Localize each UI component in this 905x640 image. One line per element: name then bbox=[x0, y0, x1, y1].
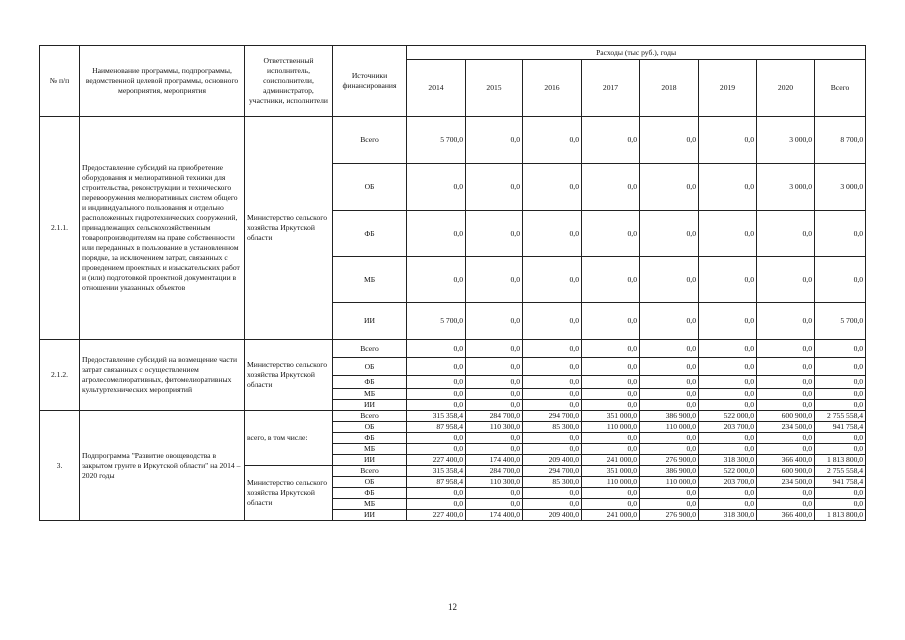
budget-table bbox=[39, 45, 866, 521]
funding-source: ФБ bbox=[333, 433, 407, 444]
amount-cell: 0,0 bbox=[466, 499, 523, 510]
amount-cell: 522 000,0 bbox=[699, 466, 757, 477]
amount-total-cell: 941 758,4 bbox=[815, 422, 866, 433]
header-row-top bbox=[40, 46, 866, 60]
amount-cell: 174 400,0 bbox=[466, 455, 523, 466]
amount-cell: 284 700,0 bbox=[466, 411, 523, 422]
amount-cell: 0,0 bbox=[582, 389, 640, 400]
amount-cell: 0,0 bbox=[407, 257, 466, 303]
amount-cell: 0,0 bbox=[757, 488, 815, 499]
amount-cell: 0,0 bbox=[582, 376, 640, 389]
amount-cell: 203 700,0 bbox=[699, 477, 757, 488]
header-year: 2014 bbox=[407, 60, 466, 117]
amount-total-cell: 941 758,4 bbox=[815, 477, 866, 488]
amount-cell: 0,0 bbox=[699, 303, 757, 340]
amount-cell: 0,0 bbox=[466, 340, 523, 358]
amount-cell: 174 400,0 bbox=[466, 510, 523, 521]
amount-cell: 0,0 bbox=[699, 376, 757, 389]
amount-cell: 0,0 bbox=[640, 358, 699, 376]
amount-cell: 0,0 bbox=[582, 117, 640, 164]
amount-cell: 0,0 bbox=[757, 340, 815, 358]
amount-cell: 234 500,0 bbox=[757, 422, 815, 433]
amount-total-cell: 0,0 bbox=[815, 358, 866, 376]
amount-cell: 241 000,0 bbox=[582, 455, 640, 466]
amount-cell: 276 900,0 bbox=[640, 455, 699, 466]
amount-cell: 0,0 bbox=[407, 488, 466, 499]
funding-source: ФБ bbox=[333, 488, 407, 499]
amount-cell: 0,0 bbox=[699, 211, 757, 257]
amount-cell: 110 000,0 bbox=[640, 422, 699, 433]
amount-cell: 0,0 bbox=[640, 257, 699, 303]
amount-cell: 0,0 bbox=[757, 499, 815, 510]
amount-cell: 0,0 bbox=[640, 444, 699, 455]
amount-cell: 0,0 bbox=[699, 257, 757, 303]
amount-total-cell: 1 813 800,0 bbox=[815, 510, 866, 521]
amount-cell: 351 000,0 bbox=[582, 411, 640, 422]
header-responsible: Ответственный исполнитель, соисполнители, администратор, участники, исполнители bbox=[245, 46, 333, 117]
page-number: 12 bbox=[448, 602, 457, 612]
amount-cell: 209 400,0 bbox=[523, 455, 582, 466]
amount-total-cell: 0,0 bbox=[815, 433, 866, 444]
amount-cell: 3 000,0 bbox=[757, 117, 815, 164]
amount-cell: 3 000,0 bbox=[757, 164, 815, 211]
funding-source: ИИ bbox=[333, 400, 407, 411]
amount-total-cell: 1 813 800,0 bbox=[815, 455, 866, 466]
amount-cell: 203 700,0 bbox=[699, 422, 757, 433]
amount-cell: 0,0 bbox=[699, 488, 757, 499]
amount-cell: 85 300,0 bbox=[523, 422, 582, 433]
amount-cell: 227 400,0 bbox=[407, 510, 466, 521]
table-row bbox=[40, 411, 866, 422]
amount-cell: 0,0 bbox=[407, 444, 466, 455]
amount-cell: 110 300,0 bbox=[466, 422, 523, 433]
amount-cell: 0,0 bbox=[699, 389, 757, 400]
responsible-executor: Министерство сельского хозяйства Иркутской области bbox=[245, 466, 333, 521]
amount-cell: 0,0 bbox=[523, 400, 582, 411]
funding-source: МБ bbox=[333, 444, 407, 455]
amount-cell: 315 358,4 bbox=[407, 466, 466, 477]
amount-cell: 0,0 bbox=[757, 358, 815, 376]
amount-total-cell: 5 700,0 bbox=[815, 303, 866, 340]
funding-source: ФБ bbox=[333, 376, 407, 389]
amount-total-cell: 0,0 bbox=[815, 499, 866, 510]
amount-cell: 87 958,4 bbox=[407, 477, 466, 488]
amount-cell: 0,0 bbox=[407, 499, 466, 510]
amount-cell: 0,0 bbox=[523, 257, 582, 303]
amount-cell: 0,0 bbox=[757, 400, 815, 411]
amount-cell: 315 358,4 bbox=[407, 411, 466, 422]
amount-cell: 110 300,0 bbox=[466, 477, 523, 488]
table-row bbox=[40, 340, 866, 358]
header-year: 2019 bbox=[699, 60, 757, 117]
amount-cell: 0,0 bbox=[523, 358, 582, 376]
amount-cell: 110 000,0 bbox=[582, 422, 640, 433]
amount-cell: 0,0 bbox=[699, 164, 757, 211]
amount-cell: 0,0 bbox=[757, 303, 815, 340]
amount-cell: 0,0 bbox=[640, 340, 699, 358]
amount-cell: 0,0 bbox=[640, 376, 699, 389]
amount-cell: 0,0 bbox=[582, 164, 640, 211]
amount-cell: 209 400,0 bbox=[523, 510, 582, 521]
amount-cell: 0,0 bbox=[640, 488, 699, 499]
amount-cell: 366 400,0 bbox=[757, 455, 815, 466]
amount-cell: 0,0 bbox=[699, 340, 757, 358]
amount-cell: 0,0 bbox=[466, 389, 523, 400]
header-sources: Источники финансирования bbox=[333, 46, 407, 117]
amount-total-cell: 8 700,0 bbox=[815, 117, 866, 164]
amount-cell: 0,0 bbox=[640, 303, 699, 340]
amount-cell: 0,0 bbox=[466, 164, 523, 211]
amount-total-cell: 0,0 bbox=[815, 389, 866, 400]
amount-total-cell: 2 755 558,4 bbox=[815, 411, 866, 422]
header-total: Всего bbox=[815, 60, 866, 117]
amount-cell: 0,0 bbox=[407, 164, 466, 211]
amount-cell: 0,0 bbox=[640, 433, 699, 444]
header-year: 2017 bbox=[582, 60, 640, 117]
funding-source: Всего bbox=[333, 340, 407, 358]
header-year: 2018 bbox=[640, 60, 699, 117]
funding-source: Всего bbox=[333, 411, 407, 422]
amount-cell: 0,0 bbox=[582, 358, 640, 376]
amount-cell: 0,0 bbox=[523, 340, 582, 358]
amount-cell: 227 400,0 bbox=[407, 455, 466, 466]
amount-cell: 318 300,0 bbox=[699, 510, 757, 521]
amount-cell: 366 400,0 bbox=[757, 510, 815, 521]
amount-total-cell: 0,0 bbox=[815, 211, 866, 257]
amount-cell: 0,0 bbox=[640, 499, 699, 510]
amount-total-cell: 0,0 bbox=[815, 400, 866, 411]
amount-cell: 0,0 bbox=[640, 211, 699, 257]
amount-cell: 522 000,0 bbox=[699, 411, 757, 422]
header-year: 2020 bbox=[757, 60, 815, 117]
section-description: Предоставление субсидий на возмещение части затрат связанных с осуществлением агролесомелиоративных, фитомелиоративных культуртехнических мероприятий bbox=[80, 340, 245, 411]
amount-cell: 0,0 bbox=[523, 164, 582, 211]
header-year: 2016 bbox=[523, 60, 582, 117]
amount-cell: 0,0 bbox=[523, 499, 582, 510]
amount-cell: 0,0 bbox=[466, 400, 523, 411]
amount-cell: 0,0 bbox=[582, 303, 640, 340]
amount-cell: 351 000,0 bbox=[582, 466, 640, 477]
header-expenses: Расходы (тыс руб.), годы bbox=[407, 46, 866, 60]
funding-source: МБ bbox=[333, 499, 407, 510]
header-num: № п/п bbox=[40, 46, 80, 117]
table-row bbox=[40, 117, 866, 164]
amount-cell: 110 000,0 bbox=[582, 477, 640, 488]
amount-cell: 0,0 bbox=[640, 164, 699, 211]
amount-cell: 0,0 bbox=[757, 389, 815, 400]
funding-source: МБ bbox=[333, 257, 407, 303]
amount-cell: 0,0 bbox=[582, 211, 640, 257]
amount-cell: 0,0 bbox=[466, 211, 523, 257]
funding-source: МБ bbox=[333, 389, 407, 400]
section-description: Предоставление субсидий на приобретение оборудования и мелиоративной техники для строительства, реконструкции и технического перевооружения мелиоративных систем общего и индивидуального пользования и отдельно расположенных гидротехнических сооружений, принадлежащих сельскохозяйственным товаропроизводителям на праве собственности или переданных в пользование в установленном порядке, за исключением затрат, связанных с проведением проектных и изыскательских работ и (или) подготовкой проектной документации в отношении указанных объектов bbox=[80, 117, 245, 340]
amount-cell: 0,0 bbox=[582, 257, 640, 303]
section-description: Подпрограмма "Развитие овощеводства в закрытом грунте в Иркутской области" на 2014 – 2020 годы bbox=[80, 411, 245, 521]
amount-cell: 0,0 bbox=[757, 444, 815, 455]
amount-cell: 0,0 bbox=[466, 376, 523, 389]
funding-source: ОБ bbox=[333, 358, 407, 376]
funding-source: ИИ bbox=[333, 455, 407, 466]
amount-cell: 0,0 bbox=[699, 117, 757, 164]
section-number: 2.1.2. bbox=[40, 340, 80, 411]
amount-cell: 0,0 bbox=[757, 433, 815, 444]
amount-cell: 386 900,0 bbox=[640, 411, 699, 422]
amount-cell: 318 300,0 bbox=[699, 455, 757, 466]
amount-total-cell: 3 000,0 bbox=[815, 164, 866, 211]
amount-cell: 5 700,0 bbox=[407, 117, 466, 164]
amount-cell: 87 958,4 bbox=[407, 422, 466, 433]
amount-cell: 0,0 bbox=[523, 444, 582, 455]
amount-cell: 0,0 bbox=[582, 488, 640, 499]
amount-cell: 0,0 bbox=[407, 433, 466, 444]
amount-cell: 0,0 bbox=[699, 444, 757, 455]
funding-source: ОБ bbox=[333, 164, 407, 211]
amount-cell: 0,0 bbox=[640, 400, 699, 411]
amount-total-cell: 2 755 558,4 bbox=[815, 466, 866, 477]
amount-cell: 386 900,0 bbox=[640, 466, 699, 477]
table-body bbox=[40, 117, 866, 521]
funding-source: Всего bbox=[333, 117, 407, 164]
amount-cell: 0,0 bbox=[523, 389, 582, 400]
section-number: 3. bbox=[40, 411, 80, 521]
amount-cell: 600 900,0 bbox=[757, 411, 815, 422]
amount-cell: 0,0 bbox=[523, 211, 582, 257]
funding-source: ИИ bbox=[333, 303, 407, 340]
amount-cell: 241 000,0 bbox=[582, 510, 640, 521]
amount-total-cell: 0,0 bbox=[815, 340, 866, 358]
funding-source: Всего bbox=[333, 466, 407, 477]
responsible-executor: всего, в том числе: bbox=[245, 411, 333, 466]
amount-cell: 276 900,0 bbox=[640, 510, 699, 521]
amount-cell: 0,0 bbox=[757, 376, 815, 389]
amount-cell: 0,0 bbox=[466, 444, 523, 455]
amount-cell: 5 700,0 bbox=[407, 303, 466, 340]
amount-cell: 0,0 bbox=[640, 117, 699, 164]
amount-cell: 0,0 bbox=[523, 376, 582, 389]
funding-source: ИИ bbox=[333, 510, 407, 521]
amount-cell: 0,0 bbox=[407, 389, 466, 400]
amount-total-cell: 0,0 bbox=[815, 376, 866, 389]
funding-source: ФБ bbox=[333, 211, 407, 257]
amount-cell: 0,0 bbox=[466, 257, 523, 303]
amount-cell: 0,0 bbox=[699, 499, 757, 510]
funding-source: ОБ bbox=[333, 422, 407, 433]
amount-cell: 0,0 bbox=[640, 389, 699, 400]
amount-cell: 0,0 bbox=[466, 117, 523, 164]
amount-cell: 0,0 bbox=[407, 211, 466, 257]
amount-cell: 0,0 bbox=[582, 340, 640, 358]
amount-cell: 0,0 bbox=[699, 433, 757, 444]
amount-cell: 0,0 bbox=[523, 488, 582, 499]
amount-cell: 0,0 bbox=[466, 358, 523, 376]
responsible-executor: Министерство сельского хозяйства Иркутской области bbox=[245, 117, 333, 340]
amount-cell: 0,0 bbox=[466, 433, 523, 444]
amount-cell: 0,0 bbox=[407, 358, 466, 376]
amount-cell: 294 700,0 bbox=[523, 466, 582, 477]
amount-cell: 0,0 bbox=[582, 400, 640, 411]
amount-cell: 0,0 bbox=[466, 303, 523, 340]
header-year: 2015 bbox=[466, 60, 523, 117]
section-number: 2.1.1. bbox=[40, 117, 80, 340]
amount-cell: 0,0 bbox=[757, 211, 815, 257]
amount-cell: 0,0 bbox=[523, 303, 582, 340]
amount-cell: 0,0 bbox=[757, 257, 815, 303]
funding-source: ОБ bbox=[333, 477, 407, 488]
amount-cell: 600 900,0 bbox=[757, 466, 815, 477]
amount-cell: 0,0 bbox=[699, 358, 757, 376]
amount-total-cell: 0,0 bbox=[815, 444, 866, 455]
amount-cell: 0,0 bbox=[582, 499, 640, 510]
amount-cell: 0,0 bbox=[466, 488, 523, 499]
amount-cell: 0,0 bbox=[699, 400, 757, 411]
amount-cell: 0,0 bbox=[523, 433, 582, 444]
amount-cell: 294 700,0 bbox=[523, 411, 582, 422]
amount-cell: 85 300,0 bbox=[523, 477, 582, 488]
amount-cell: 0,0 bbox=[407, 376, 466, 389]
amount-total-cell: 0,0 bbox=[815, 488, 866, 499]
amount-cell: 0,0 bbox=[582, 444, 640, 455]
responsible-executor: Министерство сельского хозяйства Иркутской области bbox=[245, 340, 333, 411]
amount-cell: 0,0 bbox=[523, 117, 582, 164]
amount-cell: 0,0 bbox=[407, 340, 466, 358]
amount-cell: 234 500,0 bbox=[757, 477, 815, 488]
amount-cell: 0,0 bbox=[582, 433, 640, 444]
amount-total-cell: 0,0 bbox=[815, 257, 866, 303]
amount-cell: 284 700,0 bbox=[466, 466, 523, 477]
amount-cell: 110 000,0 bbox=[640, 477, 699, 488]
header-name: Наименование программы, подпрограммы, ведомственной целевой программы, основного мероприятия, мероприятия bbox=[80, 46, 245, 117]
amount-cell: 0,0 bbox=[407, 400, 466, 411]
